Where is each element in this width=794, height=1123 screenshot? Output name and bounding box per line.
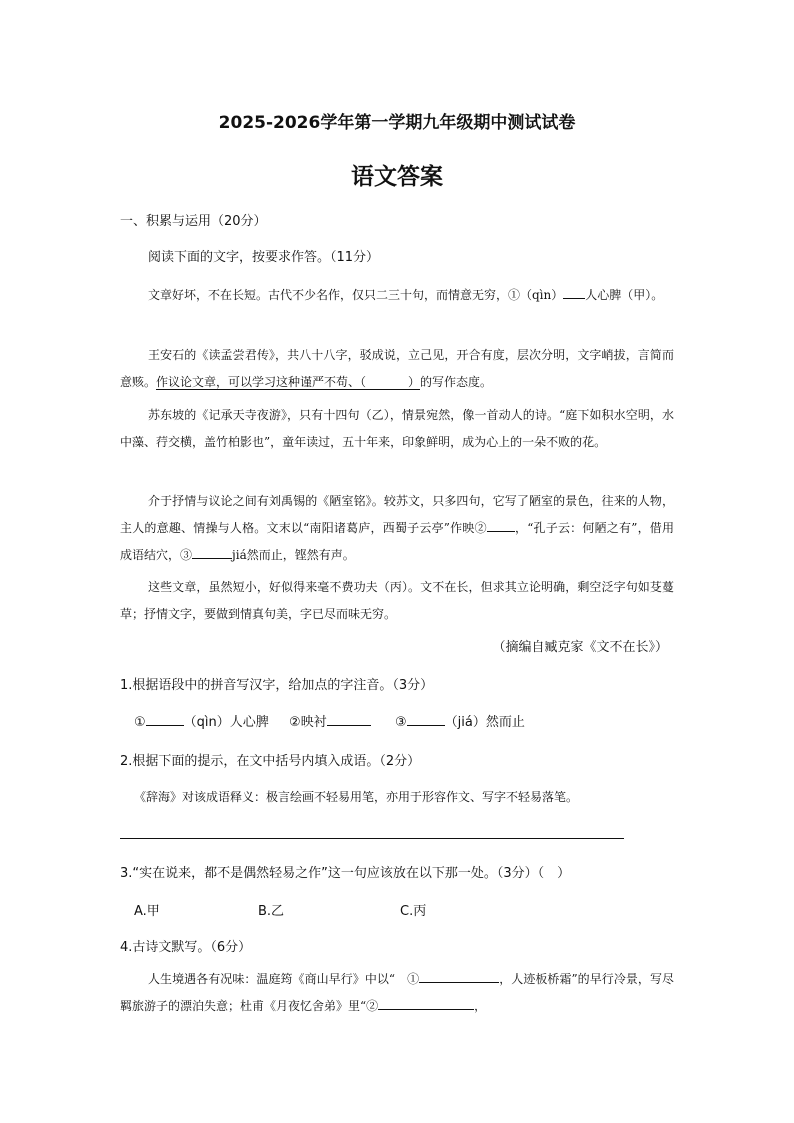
passage-paragraph-3: 苏东坡的《记承天寺夜游》，只有十四句（乙），情景宛然，像一首动人的诗。“庭下如积水空明，水中藻、荇交横，盖竹柏影也”，童年读过，五十年来，印象鲜明，成为心上的一朵不败的花。 — [120, 408, 674, 449]
passage-text: jiá然而止，铿然有声。 — [232, 548, 355, 562]
question-1: 1.根据语段中的拼音写汉字，给加点的字注音。（3分） — [120, 678, 434, 693]
fill-blank — [487, 518, 515, 532]
passage-text: 介于抒情与议论之间有刘禹锡的《陋室铭》。较苏文，只多四句，它写了陋室的景色，往来的人物，主人的意趣、情操与人格。文末以“南阳诸葛庐，西蜀子云亭”作映② — [120, 494, 674, 535]
passage-paragraph-2 — [120, 342, 674, 396]
passage-text: 人心脾（甲）。 — [585, 288, 664, 302]
passage-text: ，“孔子云：何陋之有”，借用成语结穴，③ — [120, 521, 674, 562]
underlined-text: 作议论文章，可以学习这种谨严不苟、（ — [156, 375, 367, 389]
passage-text: 的写作态度。 — [420, 375, 493, 389]
passage-source: （摘编自臧克家《文不在长》） — [492, 640, 668, 655]
passage-text: 文章好坏，不在长短。古代不少名作，仅只二三十句，而情意无穷，①（qìn） — [148, 288, 564, 302]
fill-blank — [407, 712, 445, 726]
section-intro: 阅读下面的文字，按要求作答。（11分） — [148, 250, 380, 265]
passage-text: 人生境遇各有况味：温庭筠《商山早行》中以“ ① — [148, 972, 420, 986]
underlined-sentence — [156, 375, 420, 390]
question-3: 3.“实在说来，都不是偶然轻易之作”这一句应该放在以下那一处。（3分）（ ） — [120, 866, 571, 881]
question-4: 4.古诗文默写。（6分） — [120, 940, 252, 955]
fill-blank — [146, 712, 184, 726]
question-2-hint: 《辞海》对该成语释义：极言绘画不轻易用笔，亦用于形容作文、写字不轻易落笔。 — [134, 790, 579, 804]
passage-paragraph-4 — [120, 488, 674, 569]
question-2: 2.根据下面的提示，在文中括号内填入成语。（2分） — [120, 754, 421, 769]
answer-line — [120, 838, 624, 839]
item-label: （jiá）然而止 — [444, 715, 525, 730]
fill-blank — [192, 545, 232, 559]
fill-blank — [327, 712, 371, 726]
fill-blank — [378, 996, 474, 1010]
choice-a: A.甲 — [134, 904, 160, 919]
item-label: ① — [134, 715, 146, 730]
question-1-items — [134, 711, 525, 730]
exam-title: 2025-2026学年第一学期九年级期中测试试卷 — [218, 113, 576, 133]
section-heading: 一、积累与运用（20分） — [120, 214, 267, 229]
answer-subtitle: 语文答案 — [351, 164, 443, 190]
passage-text: ， — [474, 999, 487, 1013]
passage-paragraph-5: 这些文章，虽然短小，好似得来毫不费功夫（丙）。文不在长，但求其立论明确，剩空泛字句如芟蔓草；抒情文字，要做到情真句美，字已尽而味无穷。 — [120, 580, 674, 621]
underlined-text: ） — [408, 375, 421, 389]
passage-text: 王安石的《读孟尝君传》，共八十八字，驳成说，立己见，开合有度，层次分明，文字峭拔，言简而意赅。 — [120, 348, 674, 389]
choice-b: B.乙 — [258, 904, 285, 919]
choice-c: C.丙 — [400, 904, 427, 919]
question-4-text — [120, 966, 674, 1020]
item-label: ②映衬 — [289, 715, 327, 730]
item-label: ③ — [394, 715, 407, 730]
passage-text: ，人迹板桥霜”的早行冷景，写尽羁旅游子的漂泊失意；杜甫《月夜忆舍弟》里“② — [120, 972, 675, 1013]
item-label: （qìn）人心脾 — [183, 715, 269, 730]
fill-blank — [563, 285, 585, 299]
fill-blank — [419, 969, 499, 983]
passage-paragraph-1 — [120, 282, 674, 309]
